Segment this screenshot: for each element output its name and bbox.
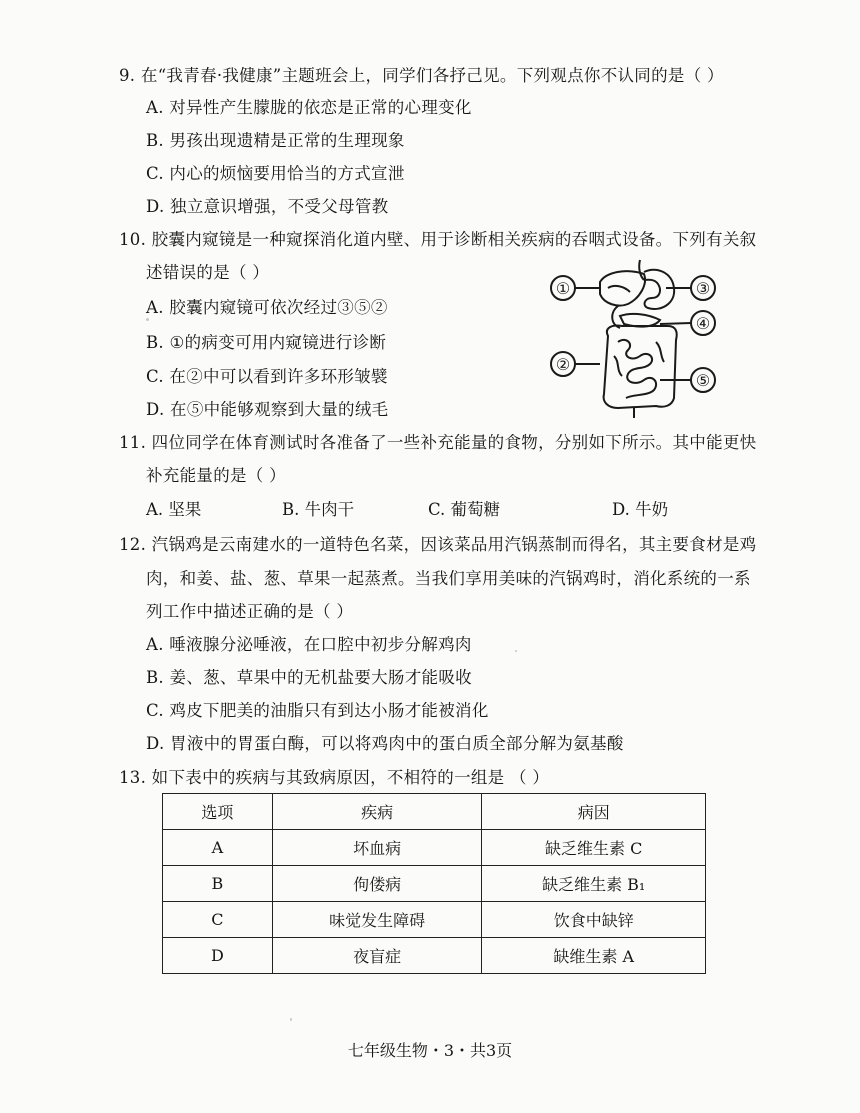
question-10-option-d: D. 在⑤中能够观察到大量的绒毛 (146, 400, 389, 419)
table-row (163, 938, 706, 974)
question-11-option-b: B. 牛肉干 (282, 500, 355, 519)
table-header-disease: 疾病 (272, 794, 482, 830)
question-12-stem-line-3: 列工作中描述正确的是（ ） (146, 602, 354, 621)
question-12-option-c: C. 鸡皮下肥美的油脂只有到达小肠才能被消化 (146, 701, 489, 720)
question-9-option-c: C. 内心的烦恼要用恰当的方式宣泄 (146, 164, 405, 183)
table-cell: 夜盲症 (272, 938, 482, 974)
question-11-stem-line-1: 11. 四位同学在体育测试时各准备了一些补充能量的食物，分别如下所示。其中能更快 (119, 433, 757, 452)
scan-speck (290, 1018, 292, 1021)
disease-cause-table (162, 793, 706, 974)
question-9-stem: 9. 在“我青春·我健康”主题班会上，同学们各抒己见。下列观点你不认同的是（ ） (119, 66, 724, 85)
table-header-cause: 病因 (482, 794, 706, 830)
question-10-stem-line-2: 述错误的是（ ） (146, 263, 270, 282)
digestive-system-illustration (548, 258, 728, 418)
figure-label-4: ④ (695, 314, 711, 333)
table-cell: C (163, 902, 273, 938)
question-12-option-a: A. 唾液腺分泌唾液，在口腔中初步分解鸡肉 (146, 635, 472, 654)
table-cell: 佝偻病 (272, 866, 482, 902)
table-header-option: 选项 (163, 794, 273, 830)
question-11-option-c: C. 葡萄糖 (428, 500, 501, 519)
table-cell: D (163, 938, 273, 974)
question-11-option-a: A. 坚果 (146, 500, 202, 519)
table-cell: 缺乏维生素 C (482, 830, 706, 866)
page-footer: 七年级生物・3・共3页 (347, 1041, 513, 1060)
table-cell: 味觉发生障碍 (272, 902, 482, 938)
table-cell: 饮食中缺锌 (482, 902, 706, 938)
digestive-system-diagram (548, 258, 728, 418)
question-11-option-d: D. 牛奶 (612, 500, 669, 519)
table-header-row (163, 794, 706, 830)
scan-speck (146, 318, 149, 321)
figure-label-3: ③ (695, 279, 711, 298)
question-9-option-b: B. 男孩出现遗精是正常的生理现象 (146, 131, 405, 150)
question-10-option-a: A. 胶囊内窥镜可依次经过③⑤② (146, 298, 388, 317)
figure-label-2: ② (555, 355, 571, 374)
question-12-option-d: D. 胃液中的胃蛋白酶，可以将鸡肉中的蛋白质全部分解为氨基酸 (146, 734, 624, 753)
question-12-stem-line-2: 肉，和姜、盐、葱、草果一起蒸煮。当我们享用美味的汽锅鸡时，消化系统的一系 (146, 569, 751, 588)
question-10-stem-line-1: 10. 胶囊内窥镜是一种窥探消化道内壁、用于诊断相关疾病的吞咽式设备。下列有关叙 (119, 230, 757, 249)
question-11-options-row (0, 499, 860, 521)
question-10-option-b: B. ①的病变可用内窥镜进行诊断 (146, 333, 387, 352)
question-13-stem: 13. 如下表中的疾病与其致病原因，不相符的一组是 （ ） (119, 768, 550, 787)
question-9-option-d: D. 独立意识增强，不受父母管教 (146, 197, 389, 216)
scan-speck (515, 650, 517, 652)
figure-label-5: ⑤ (695, 371, 711, 390)
question-12-option-b: B. 姜、葱、草果中的无机盐要大肠才能吸收 (146, 668, 472, 687)
question-12-stem-line-1: 12. 汽锅鸡是云南建水的一道特色名菜，因该菜品用汽锅蒸制而得名，其主要食材是鸡 (119, 535, 757, 554)
table-row (163, 830, 706, 866)
table-cell: 坏血病 (272, 830, 482, 866)
table-cell: B (163, 866, 273, 902)
table-cell: 缺乏维生素 B₁ (482, 866, 706, 902)
table-row (163, 902, 706, 938)
question-10-option-c: C. 在②中可以看到许多环形皱襞 (146, 367, 388, 386)
table-cell: 缺维生素 A (482, 938, 706, 974)
question-9-option-a: A. 对异性产生朦胧的依恋是正常的心理变化 (146, 98, 472, 117)
question-11-stem-line-2: 补充能量的是（ ） (146, 466, 286, 485)
table-cell: A (163, 830, 273, 866)
table-row (163, 866, 706, 902)
figure-label-1: ① (555, 279, 571, 298)
